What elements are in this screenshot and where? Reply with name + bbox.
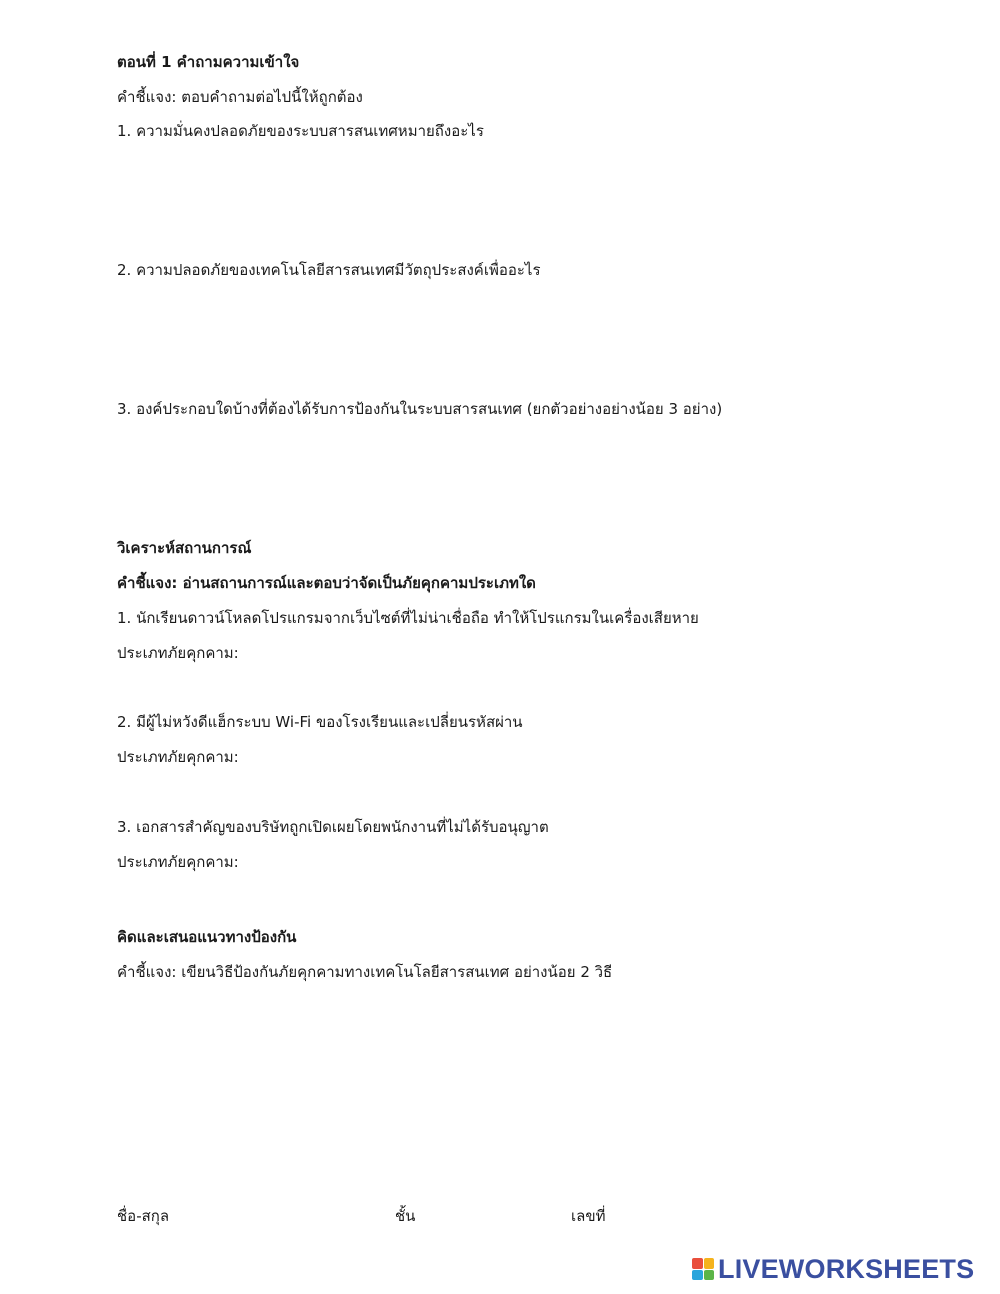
question-1: 1. ความมั่นคงปลอดภัยของระบบสารสนเทศหมายถึงอะไร xyxy=(117,122,484,140)
part1-instruction: คำชี้แจง: ตอบคำถามต่อไปนี้ให้ถูกต้อง xyxy=(117,88,363,106)
scenario-1-type-answer[interactable] xyxy=(260,641,760,665)
name-field[interactable] xyxy=(190,1204,380,1228)
scenario-2-type-label: ประเภทภัยคุกคาม: xyxy=(117,748,239,766)
part2-instruction: คำชี้แจง: อ่านสถานการณ์และตอบว่าจัดเป็นภัยคุกคามประเภทใด xyxy=(117,574,536,592)
mark-square xyxy=(704,1270,715,1281)
liveworksheets-logo[interactable] xyxy=(692,1254,974,1284)
question-2: 2. ความปลอดภัยของเทคโนโลยีสารสนเทศมีวัตถุประสงค์เพื่ออะไร xyxy=(117,261,541,279)
part3-heading: คิดและเสนอแนวทางป้องกัน xyxy=(117,928,297,946)
class-field[interactable] xyxy=(425,1204,545,1228)
question-3: 3. องค์ประกอบใดบ้างที่ต้องได้รับการป้องกันในระบบสารสนเทศ (ยกตัวอย่างอย่างน้อย 3 อย่าง) xyxy=(117,400,723,418)
number-field[interactable] xyxy=(615,1204,735,1228)
answer-area-q2[interactable] xyxy=(117,285,877,395)
answer-area-q3[interactable] xyxy=(117,424,877,534)
part1-heading: ตอนที่ 1 คำถามความเข้าใจ xyxy=(117,53,300,71)
part2-heading: วิเคราะห์สถานการณ์ xyxy=(117,539,252,557)
scenario-2: 2. มีผู้ไม่หวังดีแฮ็กระบบ Wi-Fi ของโรงเรียนและเปลี่ยนรหัสผ่าน xyxy=(117,713,523,731)
scenario-1-type-label: ประเภทภัยคุกคาม: xyxy=(117,644,239,662)
answer-area-q1[interactable] xyxy=(117,146,877,256)
scenario-3-type-label: ประเภทภัยคุกคาม: xyxy=(117,853,239,871)
liveworksheets-mark-icon xyxy=(692,1258,714,1280)
part3-instruction: คำชี้แจง: เขียนวิธีป้องกันภัยคุกคามทางเทคโนโลยีสารสนเทศ อย่างน้อย 2 วิธี xyxy=(117,963,613,981)
scenario-2-type-answer[interactable] xyxy=(260,745,760,769)
mark-square xyxy=(692,1270,703,1281)
scenario-3-type-answer[interactable] xyxy=(260,850,760,874)
class-label: ชั้น xyxy=(395,1207,416,1225)
name-label: ชื่อ-สกุล xyxy=(117,1207,170,1225)
scenario-1: 1. นักเรียนดาวน์โหลดโปรแกรมจากเว็บไซต์ที่ไม่น่าเชื่อถือ ทำให้โปรแกรมในเครื่องเสียหาย xyxy=(117,609,699,627)
answer-area-prevention[interactable] xyxy=(117,990,877,1180)
number-label: เลขที่ xyxy=(571,1207,606,1225)
mark-square xyxy=(692,1258,703,1269)
scenario-3: 3. เอกสารสำคัญของบริษัทถูกเปิดเผยโดยพนักงานที่ไม่ได้รับอนุญาต xyxy=(117,818,549,836)
brand-name: LIVEWORKSHEETS xyxy=(718,1253,975,1284)
mark-square xyxy=(704,1258,715,1269)
